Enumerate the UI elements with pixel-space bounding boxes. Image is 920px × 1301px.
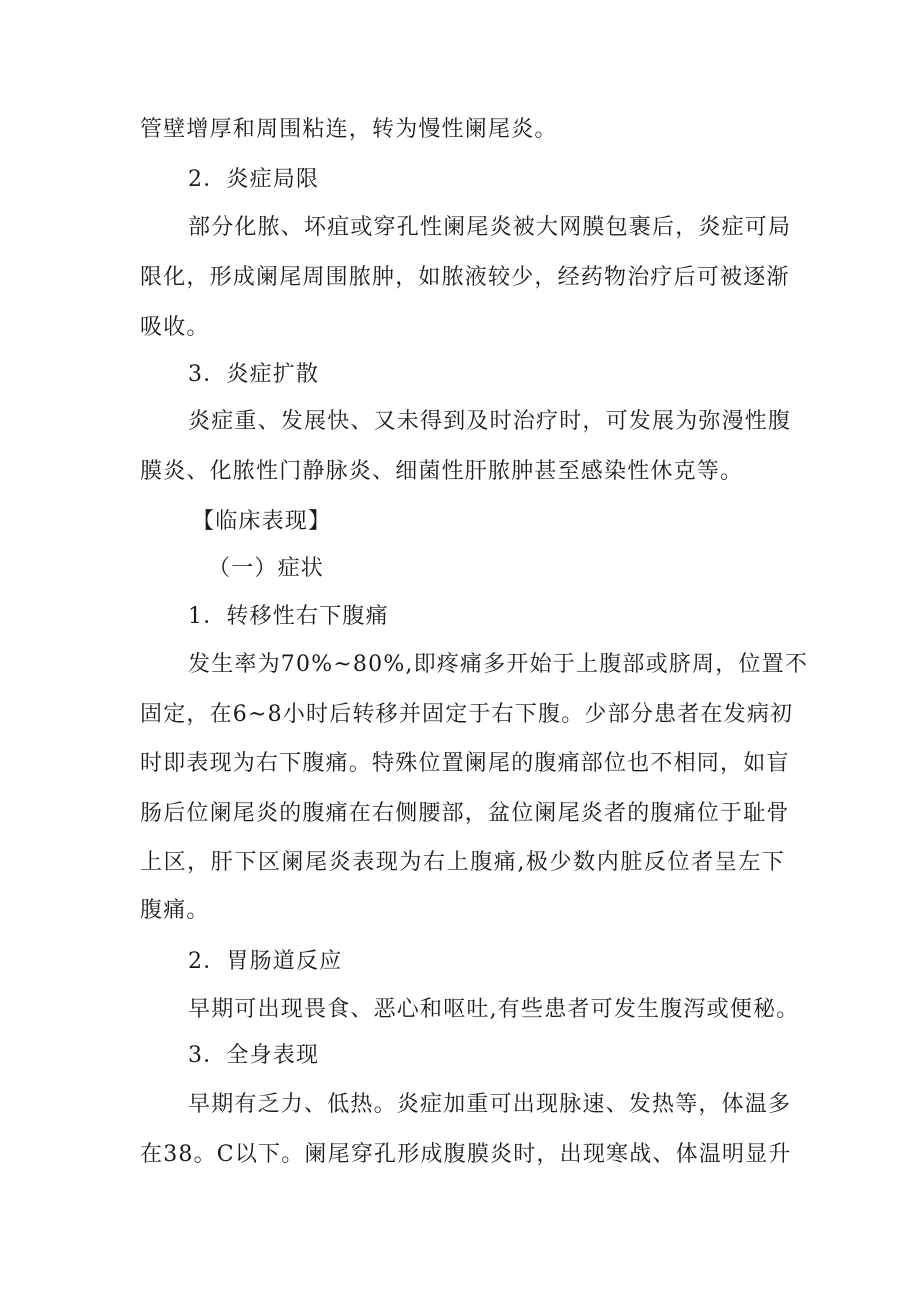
paragraph-line: 限化，形成阑尾周围脓肿，如脓液较少，经药物治疗后可被逐渐	[140, 265, 790, 290]
subheading-systemic-manifestations: 3．全身表现	[188, 1043, 320, 1068]
subheading-gi-reaction: 2．胃肠道反应	[188, 949, 343, 974]
paragraph-line: 早期有乏力、低热。炎症加重可出现脉速、发热等，体温多	[188, 1092, 792, 1117]
subheading-migratory-pain: 1．转移性右下腹痛	[188, 604, 389, 629]
paragraph-line: 时即表现为右下腹痛。特殊位置阑尾的腹痛部位也不相同，如盲	[140, 751, 790, 776]
paragraph-line: 上区，肝下区阑尾炎表现为右上腹痛,极少数内脏反位者呈左下	[140, 850, 785, 875]
paragraph-line: 腹痛。	[140, 898, 210, 923]
paragraph-line: 管壁增厚和周围粘连，转为慢性阑尾炎。	[140, 117, 558, 142]
paragraph-line: 吸收。	[140, 315, 210, 340]
paragraph-line: 固定，在6~8小时后转移并固定于右下腹。少部分患者在发病初	[140, 702, 794, 727]
subheading-inflammation-spread: 3．炎症扩散	[188, 362, 320, 387]
section-heading-clinical-manifestations: 【临床表现】	[192, 509, 332, 534]
paragraph-line: 早期可出现畏食、恶心和呕吐,有些患者可发生腹泻或便秘。	[188, 997, 800, 1022]
paragraph-line: 膜炎、化脓性门静脉炎、细菌性肝脓肿甚至感染性休克等。	[140, 459, 744, 484]
subheading-inflammation-localized: 2．炎症局限	[188, 167, 320, 192]
paragraph-line: 肠后位阑尾炎的腹痛在右侧腰部，盆位阑尾炎者的腹痛位于耻骨	[140, 801, 790, 826]
paragraph-line: 部分化脓、坏疽或穿孔性阑尾炎被大网膜包裹后，炎症可局	[188, 215, 792, 240]
paragraph-line: 在38。C以下。阑尾穿孔形成腹膜炎时，出现寒战、体温明显升	[140, 1142, 792, 1167]
subsection-heading-symptoms: （一）症状	[208, 556, 325, 581]
paragraph-line: 发生率为70%~80%,即疼痛多开始于上腹部或脐周，位置不	[188, 652, 809, 677]
paragraph-line: 炎症重、发展快、又未得到及时治疗时，可发展为弥漫性腹	[188, 409, 792, 434]
